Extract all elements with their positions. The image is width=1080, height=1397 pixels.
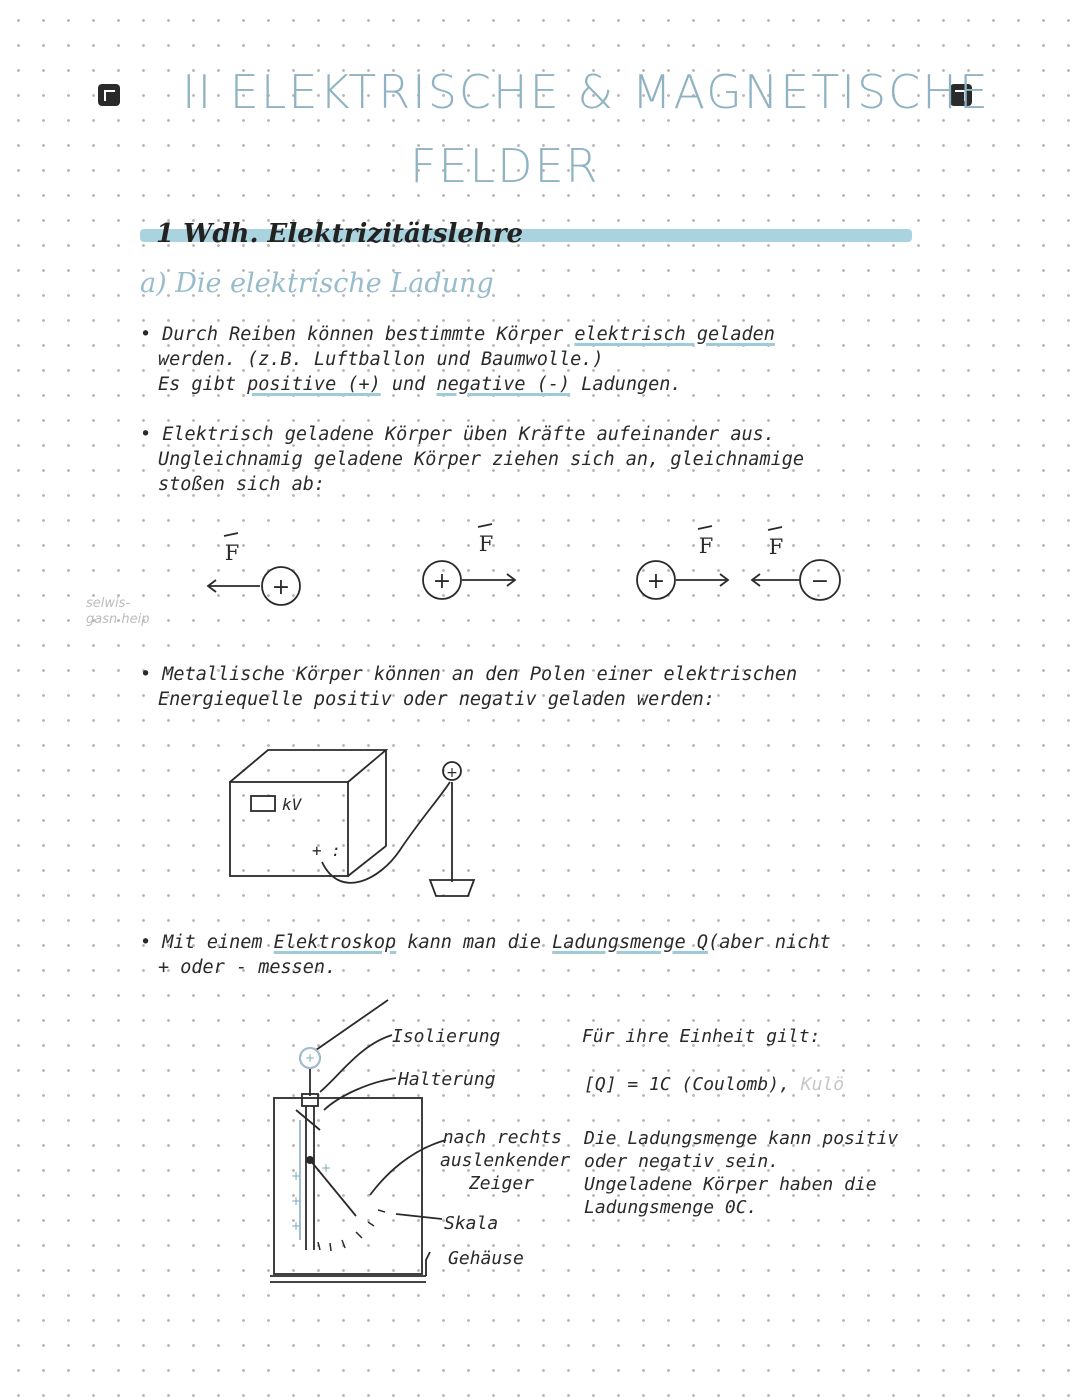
unit-note-3: Ungeladene Körper haben die — [584, 1174, 877, 1195]
bullet-1-highlight: elektrisch geladen — [574, 324, 775, 345]
side-note-line1: selwis- — [86, 596, 131, 611]
subsection-heading: a) Die elektrische Ladung — [140, 268, 494, 299]
unit-formula-line — [584, 1073, 844, 1096]
bullet-1-negative: negative (-) — [436, 374, 571, 395]
bullet-4-b: kann man die — [407, 932, 541, 953]
label-skala: Skala — [444, 1213, 499, 1234]
pointer-pivot — [306, 1156, 314, 1164]
bullet-3-line1: Metallische Körper können an den Polen einer elektrischen — [162, 664, 798, 685]
rod-charge-1: + — [290, 1169, 302, 1183]
bullet-3-line2: Energiequelle positiv oder negativ geladen werden: — [158, 689, 715, 710]
terminal-label: + : — [312, 841, 341, 860]
side-note-line2: gasn heip — [86, 612, 150, 627]
label-zeiger-2: auslenkender — [440, 1150, 571, 1171]
bullet-2-line2: Ungleichnamig geladene Körper ziehen sich an, gleichnamige — [158, 449, 805, 470]
sphere-charge: + — [304, 1051, 316, 1065]
label-gehaeuse: Gehäuse — [448, 1248, 524, 1269]
force-label-3: F — [698, 534, 714, 558]
force-label-4: F — [768, 535, 784, 559]
kv-label: kV — [282, 795, 302, 814]
unit-notes — [584, 1127, 898, 1219]
bullet-2-line1: Elektrisch geladene Körper üben Kräfte aufeinander aus. — [162, 424, 775, 445]
label-zeiger — [440, 1126, 571, 1195]
pointer-charge: + — [320, 1161, 332, 1175]
label-halterung: Halterung — [398, 1069, 496, 1090]
bullet-1-positive: positive (+) — [247, 374, 381, 395]
bullet-4-electroscope: Elektroskop — [273, 932, 397, 953]
unit-note-2: oder negativ sein. — [584, 1151, 780, 1172]
sign-plus-1: + — [271, 575, 291, 600]
bullet-2-line3: stoßen sich ab: — [158, 474, 326, 495]
label-zeiger-3: Zeiger — [468, 1173, 534, 1194]
label-zeiger-1: nach rechts — [442, 1127, 562, 1148]
bullet-4: • Mit einem Elektroskop kann man die Ladungsmenge Q(aber nicht + oder - messen. — [140, 932, 831, 978]
bullet-1-line1-text: Durch Reiben können bestimmte Körper — [162, 324, 564, 345]
bullet-4-a: Mit einem — [162, 932, 263, 953]
unit-note-4: Ladungsmenge 0C. — [584, 1197, 758, 1218]
bullet-1-line3-c: Ladungen. — [581, 374, 682, 395]
label-isolierung: Isolierung — [392, 1026, 501, 1047]
section-number: 1 — [156, 219, 175, 249]
section-title: Wdh. Elektrizitätslehre — [183, 219, 524, 249]
bullet-1: • Durch Reiben können bestimmte Körper elektrisch geladen werden. (z.B. Luftballon und Baumwolle.) Es gibt positive (+) und negative (-) Ladungen. — [140, 324, 775, 395]
bullet-4-c: (aber nicht — [708, 932, 831, 953]
force-label-1: F — [224, 541, 240, 565]
sign-minus: − — [810, 569, 830, 594]
rod-charge-2: + — [290, 1194, 302, 1208]
page-title-line1: II ELEKTRISCHE & MAGNETISCHE — [182, 65, 990, 119]
bullet-1-line2: werden. (z.B. Luftballon und Baumwolle.) — [158, 349, 604, 370]
bullet-1-line3-a: Es gibt — [158, 374, 236, 395]
bullet-1-line3-b: und — [391, 374, 426, 395]
unit-note-1: Die Ladungsmenge kann positiv — [584, 1128, 899, 1149]
unit-intro: Für ihre Einheit gilt: — [582, 1026, 821, 1047]
bullet-2: • Elektrisch geladene Körper üben Kräfte aufeinander aus. Ungleichnamig geladene Körper ziehen sich an, gleichnamige stoßen sich ab: — [140, 424, 805, 495]
force-label-2: F — [478, 532, 494, 556]
page-title-line2: FELDER — [410, 139, 600, 193]
unit-pronunciation: Kulö — [800, 1074, 845, 1095]
bullet-4-charge: Ladungsmenge Q — [552, 932, 709, 953]
sign-plus-2: + — [432, 569, 452, 594]
sign-plus-3: + — [646, 569, 666, 594]
rod-charge-3: + — [290, 1219, 302, 1233]
sphere-sign: + — [446, 765, 458, 781]
bullet-4-line2: + oder - messen. — [158, 957, 337, 978]
unit-formula: [Q] = 1C (Coulomb), — [584, 1074, 790, 1095]
bullet-3: • Metallische Körper können an den Polen einer elektrischen Energiequelle positiv oder negativ geladen werden: — [140, 664, 798, 710]
